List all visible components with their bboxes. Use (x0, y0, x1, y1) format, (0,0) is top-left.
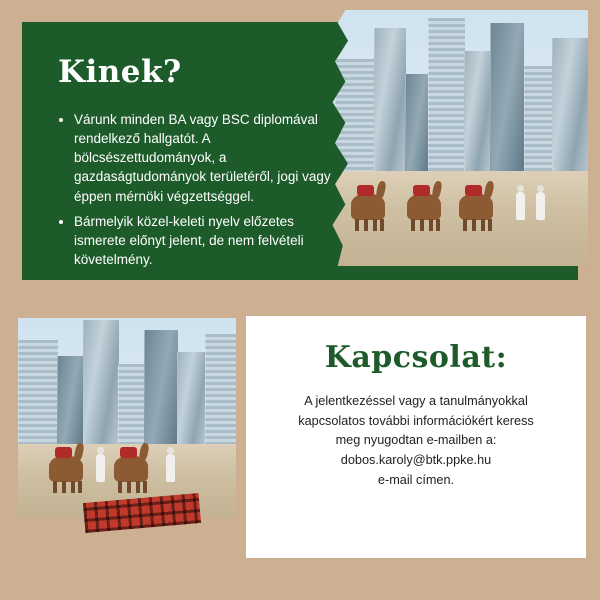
photo-scene (18, 318, 236, 518)
person-figure (166, 454, 175, 482)
camel-figure (114, 456, 148, 482)
list-item: • Várunk minden BA vagy BSC diplomával rendelkező hallgatót. A bölcsészettudományok, a gazdaságtudományok területéről, jogi vagy éppen mérnöki végzettséggel. (74, 110, 344, 206)
camel-figure (49, 456, 83, 482)
contact-title: Kapcsolat: (324, 340, 508, 375)
contact-panel (246, 316, 586, 558)
page-title: Kinek? (58, 54, 182, 90)
contact-line-3: meg nyugodtan e-mailben a: (335, 433, 497, 448)
building-shape (524, 66, 553, 171)
building-shape (118, 364, 145, 444)
contact-line-2: kapcsolatos további információkért keress (298, 413, 534, 428)
building-shape (144, 330, 178, 444)
camels-beach-photo (18, 318, 236, 518)
audience-bullet-list (52, 110, 344, 275)
dubai-skyline-camels-photo (330, 10, 588, 266)
building-shape (405, 74, 429, 171)
contact-body (276, 392, 556, 490)
contact-line-1: A jelentkezéssel vagy a tanulmányokkal (304, 394, 528, 408)
building-shape (57, 356, 84, 444)
building-shape (177, 352, 206, 444)
building-shape (205, 334, 236, 444)
contact-email[interactable]: dobos.karoly@btk.ppke.hu (340, 453, 492, 468)
person-figure (536, 192, 545, 220)
contact-line-4: e-mail címen. (377, 472, 455, 487)
building-shape (83, 320, 119, 444)
photo-scene (330, 10, 588, 266)
building-shape (552, 38, 588, 171)
building-shape (490, 23, 525, 171)
camel-figure (351, 194, 385, 220)
camel-figure (407, 194, 441, 220)
camel-figure (459, 194, 493, 220)
building-shape (18, 340, 58, 444)
list-item: • Bármelyik közel-keleti nyelv előzetes ismerete előnyt jelent, de nem felvételi követelmény. (74, 212, 344, 269)
person-figure (516, 192, 525, 220)
building-shape (428, 18, 465, 172)
building-shape (374, 28, 406, 171)
person-figure (96, 454, 105, 482)
building-shape (464, 51, 491, 171)
